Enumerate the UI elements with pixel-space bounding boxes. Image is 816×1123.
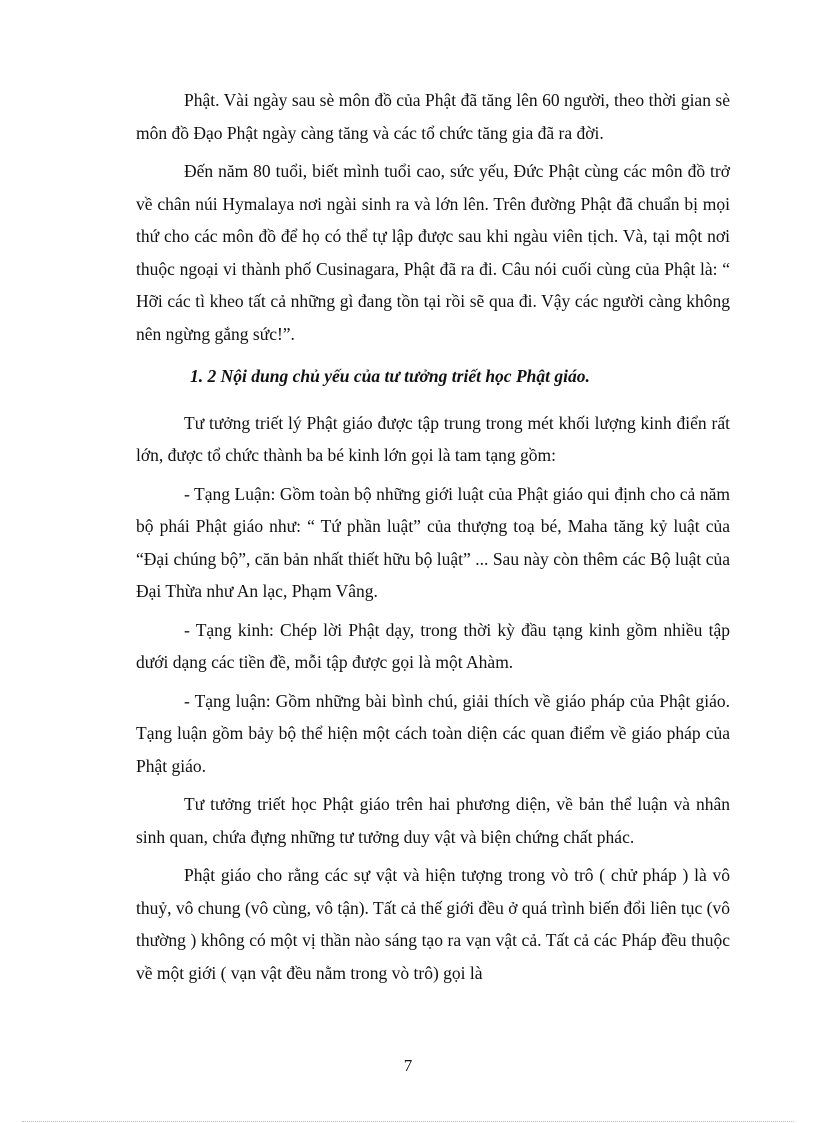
paragraph-7: Tư tưởng triết học Phật giáo trên hai phương diện, về bản thể luận và nhân sinh quan, chứa đựng những tư tưởng duy vật và biện chứng chất phác. xyxy=(136,794,730,847)
paragraph-3: Tư tưởng triết lý Phật giáo được tập trung trong mét khối lượng kinh điển rất lớn, được tổ chức thành ba bé kinh lớn gọi là tam tạng gồm: xyxy=(136,412,730,465)
paragraph-2: Đến năm 80 tuổi, biết mình tuổi cao, sức yếu, Đức Phật cùng các môn đồ trở về chân núi Hymalaya nơi ngài sinh ra và lớn lên. Trên đường Phật đã chuẩn bị mọi thứ cho các môn đồ để họ có thể tự lập được sau khi ngàu viên tịch. Và, tại một nơi thuộc ngoại vi thành phố Cusinagara, Phật đã ra đi. Câu nói cuối cùng của Phật là: “ Hỡi các tì kheo tất cả những gì đang tồn tại rồi sẽ qua đi. Vậy các người càng không nên ngừng gắng sức!”. xyxy=(136,161,730,344)
paragraph-4: - Tạng Luận: Gồm toàn bộ những giới luật của Phật giáo qui định cho cả năm bộ phái Phật giáo như: “ Tứ phần luật” của thượng toạ bé, Maha tăng kỷ luật của “Đại chúng bộ”, căn bản nhất thiết hữu bộ luật” ... Sau này còn thêm các Bộ luật của Đại Thừa như An lạc, Phạm Vâng. xyxy=(136,483,730,601)
paragraph-8: Phật giáo cho rằng các sự vật và hiện tượng trong vò trô ( chử pháp ) là vô thuỷ, vô chung (vô cùng, vô tận). Tất cả thế giới đều ở quá trình biến đổi liên tục (vô thường ) không có một vị thần nào sáng tạo ra vạn vật cả. Tất cả các Pháp đều thuộc về một giới ( vạn vật đều nằm trong vò trô) gọi là xyxy=(136,865,730,983)
paragraph-6: - Tạng luận: Gồm những bài bình chú, giải thích về giáo pháp của Phật giáo. Tạng luận gồm bảy bộ thể hiện một cách toàn diện các quan điểm về giáo pháp của Phật giáo. xyxy=(136,690,730,776)
page-number: 7 xyxy=(403,1056,413,1075)
section-heading: 1. 2 Nội dung chủ yếu của tư tưởng triết học Phật giáo. xyxy=(190,366,590,386)
document-page xyxy=(136,84,730,995)
paragraph-5: - Tạng kinh: Chép lời Phật dạy, trong thời kỳ đầu tạng kinh gồm nhiều tập dưới dạng các tiền đề, mỗi tập được gọi là một Ahàm. xyxy=(136,619,730,672)
footer-divider xyxy=(22,1121,794,1122)
paragraph-1: Phật. Vài ngày sau sè môn đồ của Phật đã tăng lên 60 người, theo thời gian sè môn đồ Đạo Phật ngày càng tăng và các tổ chức tăng gia đã ra đời. xyxy=(136,90,730,143)
